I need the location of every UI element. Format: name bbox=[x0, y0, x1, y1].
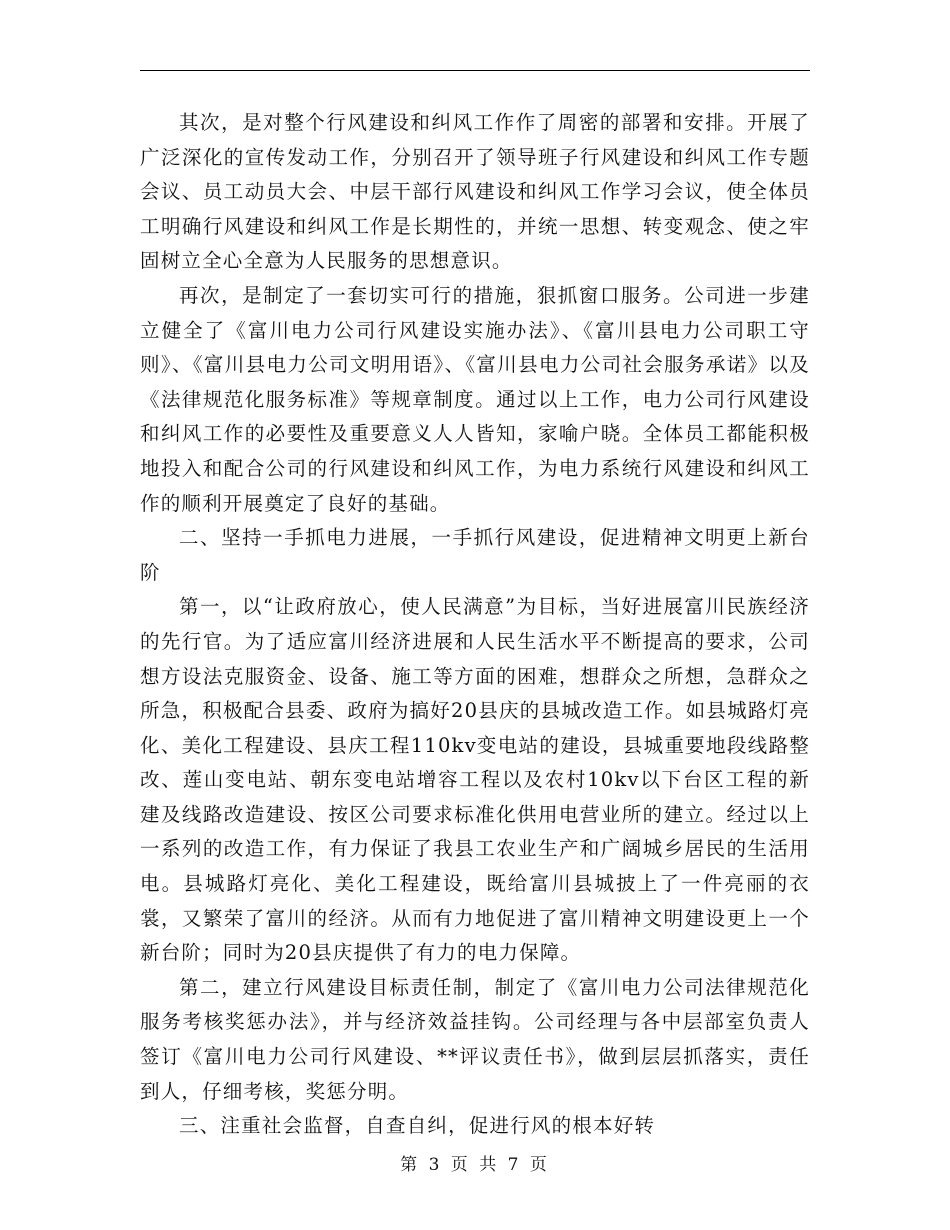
paragraph: 第一，以“让政府放心，使人民满意”为目标，当好进展富川民族经济的先行官。为了适应富川经济进展和人民生活水平不断提高的要求，公司想方设法克服资金、设备、施工等方面的困难，想群众之所想，急群众之所急，积极配合县委、政府为搞好20县庆的县城改造工作。如县城路灯亮化、美化工程建设、县庆工程110kv变电站的建设，县城重要地段线路整改、莲山变电站、朝东变电站增容工程以及农村10kv以下台区工程的新建及线路改造建设、按区公司要求标准化供用电营业所的建立。经过以上一系列的改造工作，有力保证了我县工农业生产和广阔城乡居民的生活用电。县城路灯亮化、美化工程建设，既给富川县城披上了一件亮丽的衣裳，又繁荣了富川的经济。从而有力地促进了富川精神文明建设更上一个新台阶；同时为20县庆提供了有力的电力保障。 bbox=[140, 595, 810, 965]
document-body bbox=[140, 106, 810, 1144]
section-heading: 三、注重社会监督，自查自纠，促进行风的根本好转 bbox=[179, 1114, 656, 1138]
paragraph: 再次，是制定了一套切实可行的措施，狠抓窗口服务。公司进一步建立健全了《富川电力公司行风建设实施办法》、《富川县电力公司职工守则》、《富川县电力公司文明用语》、《富川县电力公司社会服务承诺》以及《法律规范化服务标准》等规章制度。通过以上工作，电力公司行风建设和纠风工作的必要性及重要意义人人皆知，家喻户晓。全体员工都能积极地投入和配合公司的行风建设和纠风工作，为电力系统行风建设和纠风工作的顺利开展奠定了良好的基础。 bbox=[140, 283, 810, 515]
section-heading: 二、坚持一手抓电力进展，一手抓行风建设，促进精神文明更上新台阶 bbox=[140, 526, 810, 584]
page-number: 第 3 页 共 7 页 bbox=[400, 1155, 550, 1175]
header-rule bbox=[140, 70, 810, 71]
paragraph: 第二，建立行风建设目标责任制，制定了《富川电力公司法律规范化服务考核奖惩办法》，并与经济效益挂钩。公司经理与各中层部室负责人签订《富川电力公司行风建设、**评议责任书》，做到层层抓落实，责任到人，仔细考核，奖惩分明。 bbox=[140, 975, 810, 1103]
paragraph: 其次，是对整个行风建设和纠风工作作了周密的部署和安排。开展了广泛深化的宣传发动工作，分别召开了领导班子行风建设和纠风工作专题会议、员工动员大会、中层干部行风建设和纠风工作学习会议，使全体员工明确行风建设和纠风工作是长期性的，并统一思想、转变观念、使之牢固树立全心全意为人民服务的思想意识。 bbox=[140, 111, 810, 273]
